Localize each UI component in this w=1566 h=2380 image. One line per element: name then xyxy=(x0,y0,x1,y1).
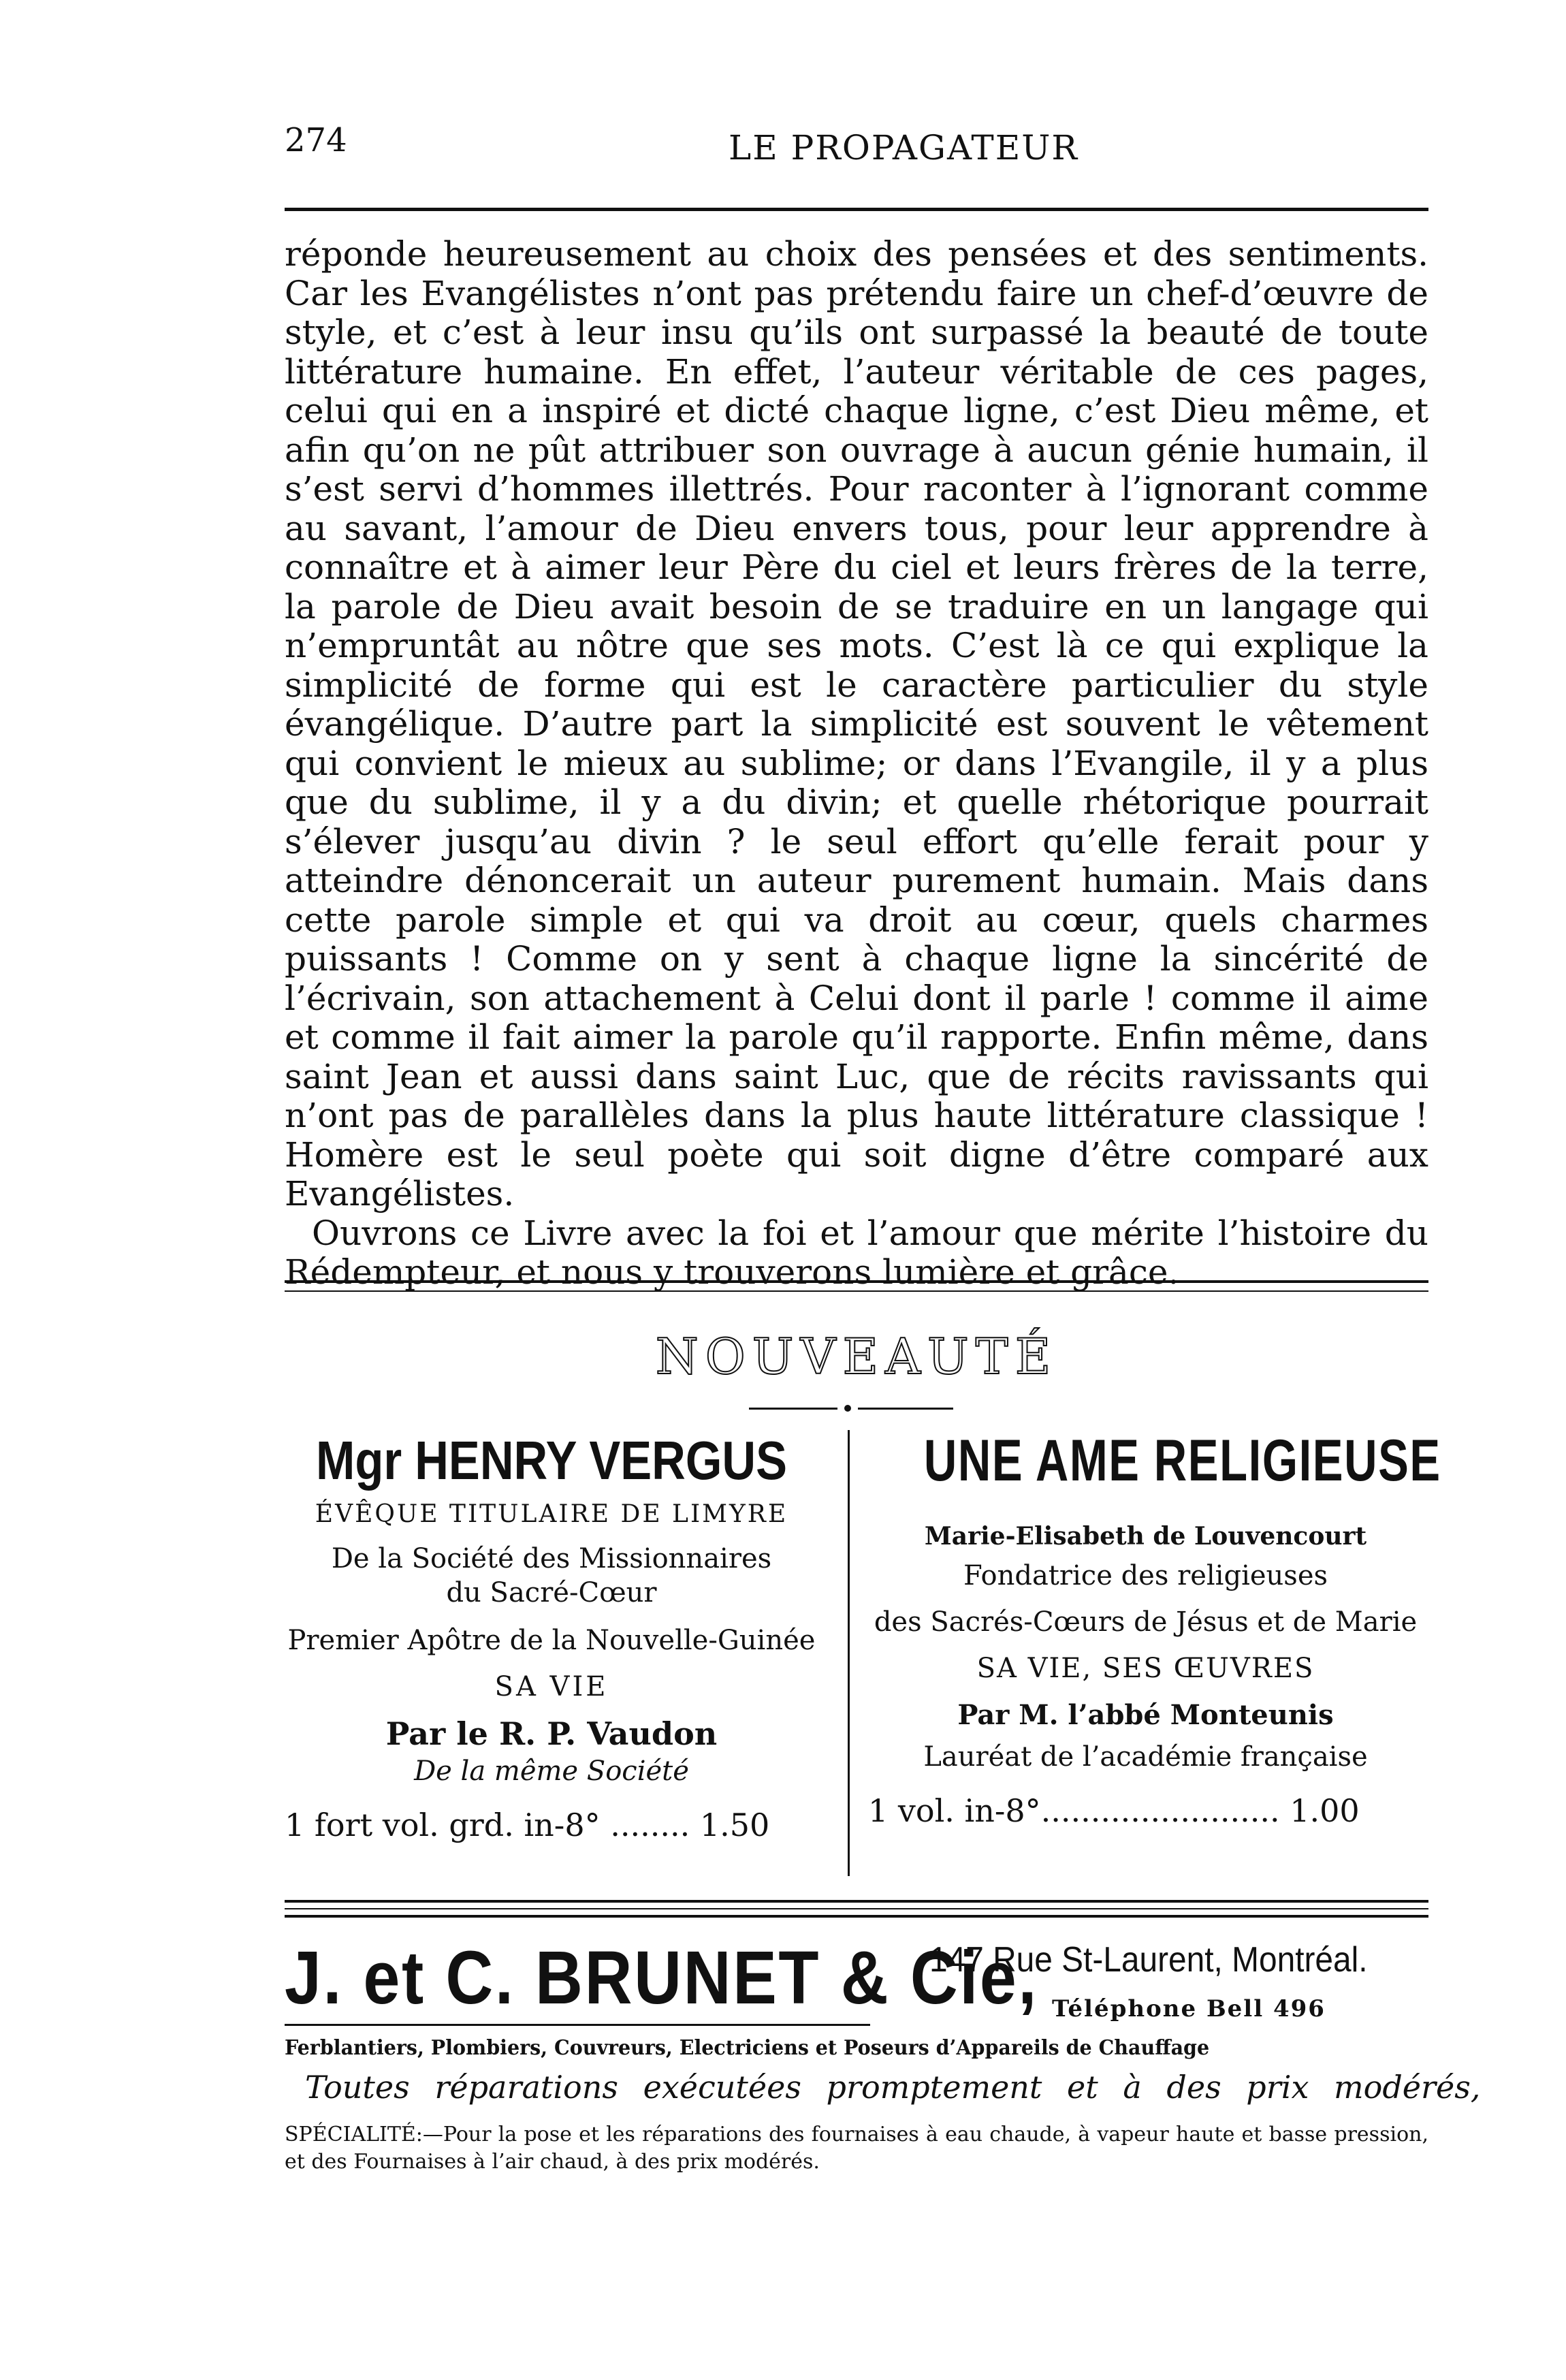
running-head: LE PROPAGATEUR xyxy=(729,128,1078,168)
book-line-left-2: du Sacré-Cœur xyxy=(446,1577,657,1608)
ad-trades: Ferblantiers, Plombiers, Couvreurs, Electriciens et Poseurs d’Appareils de Chauffage xyxy=(285,2036,1210,2060)
paragraph-2: Ouvrons ce Livre avec la foi et l’amour que mérite l’histoire du Rédempteur, et nous y trouverons lumière et grâce. xyxy=(285,1213,1428,1292)
book-line-left-3: Premier Apôtre de la Nouvelle-Guinée xyxy=(287,1625,816,1656)
book-honor-right: Lauréat de l’académie française xyxy=(923,1741,1368,1773)
page-number: 274 xyxy=(285,121,347,159)
book-title-right: UNE AME RELIGIEUSE xyxy=(923,1428,1441,1493)
book-line-right-3: des Sacrés-Cœurs de Jésus et de Marie xyxy=(874,1606,1418,1638)
ornament-divider xyxy=(749,1405,953,1412)
header-rule xyxy=(285,208,1428,211)
ad-company-name: J. et C. BRUNET & Cie, xyxy=(285,1936,1038,2020)
book-line-left-4: SA VIE xyxy=(494,1671,609,1702)
article-body xyxy=(285,235,1428,1292)
book-line-right-2: Fondatrice des religieuses xyxy=(963,1560,1328,1591)
book-author-right: Par M. l’abbé Monteunis xyxy=(957,1699,1334,1731)
book-price-left: 1 fort vol. grd. in-8° ........ 1.50 xyxy=(285,1807,770,1843)
ad-service-line: Toutes réparations exécutées promptement et à des prix modérés, xyxy=(305,2069,1481,2106)
book-subtitle-left: ÉVÊQUE TITULAIRE DE LIMYRE xyxy=(315,1500,788,1528)
book-line-left-1: De la Société des Missionnaires xyxy=(331,1543,772,1574)
book-line-right-1: Marie-Elisabeth de Louvencourt xyxy=(924,1522,1367,1551)
book-author-left: Par le R. P. Vaudon xyxy=(385,1715,718,1752)
book-affiliation-left: De la même Société xyxy=(414,1756,689,1787)
ad-rule-3 xyxy=(285,1915,1428,1918)
ad-address: 147 Rue St-Laurent, Montréal. xyxy=(929,1940,1368,1980)
ad-rule-1 xyxy=(285,1900,1428,1903)
book-price-right: 1 vol. in-8°........................ 1.00 xyxy=(868,1792,1360,1829)
ad-specialty: SPÉCIALITÉ:—Pour la pose et les réparations des fournaises à eau chaude, à vapeur haute et basse pression, et des Fournaises à l’air chaud, à des prix modérés. xyxy=(285,2123,1428,2174)
section-rule-top xyxy=(285,1280,1428,1283)
announcement-heading: NOUVEAUTÉ xyxy=(655,1328,1058,1385)
ad-company-underline xyxy=(285,2024,870,2026)
book-listing-right xyxy=(861,1427,1441,1831)
book-line-right-4: SA VIE, SES ŒUVRES xyxy=(976,1653,1315,1684)
ad-phone: Téléphone Bell 496 xyxy=(1052,1995,1326,2022)
column-divider xyxy=(848,1430,850,1876)
section-rule-bottom xyxy=(285,1290,1428,1292)
book-title-left: Mgr HENRY VERGUS xyxy=(316,1430,787,1491)
book-listing-left xyxy=(272,1427,831,1845)
ad-rule-2 xyxy=(285,1908,1428,1909)
paragraph-1: réponde heureusement au choix des pensées et des sentiments. Car les Evangélistes n’ont pas prétendu faire un chef-d’œuvre de style, et c’est à leur insu qu’ils ont surpassé la beauté de toute littérature humaine. En effet, l’auteur véritable de ces pages, celui qui en a inspiré et dicté chaque ligne, c’est Dieu même, et afin qu’on ne pût attribuer son ouvrage à aucun génie humain, il s’est servi d’hommes illettrés. Pour raconter à l’ignorant comme au savant, l’amour de Dieu envers tous, pour leur apprendre à connaître et à aimer leur Père du ciel et leurs frères de la terre, la parole de Dieu avait besoin de se traduire en un langage qui n’empruntât au nôtre que ses mots. C’est là ce qui explique la simplicité de forme qui est le caractère particulier du style évangélique. D’autre part la simplicité est souvent le vêtement qui convient le mieux au sublime; or dans l’Evangile, il y a plus que du sublime, il y a du divin; et quelle rhétorique pourrait s’élever jusqu’au divin ? le seul effort qu’elle ferait pour y atteindre dénoncerait un auteur purement humain. Mais dans cette parole simple et qui va droit au cœur, quels charmes puissants ! Comme on y sent à chaque ligne la sincérité de l’écrivain, son attachement à Celui dont il parle ! comme il aime et comme il fait aimer la parole qu’il rapporte. Enfin même, dans saint Jean et aussi dans saint Luc, que de récits ravissants qui n’ont pas de parallèles dans la plus haute littérature classique ! Homère est le seul poète qui soit digne d’être comparé aux Evangélistes. xyxy=(285,234,1428,1213)
